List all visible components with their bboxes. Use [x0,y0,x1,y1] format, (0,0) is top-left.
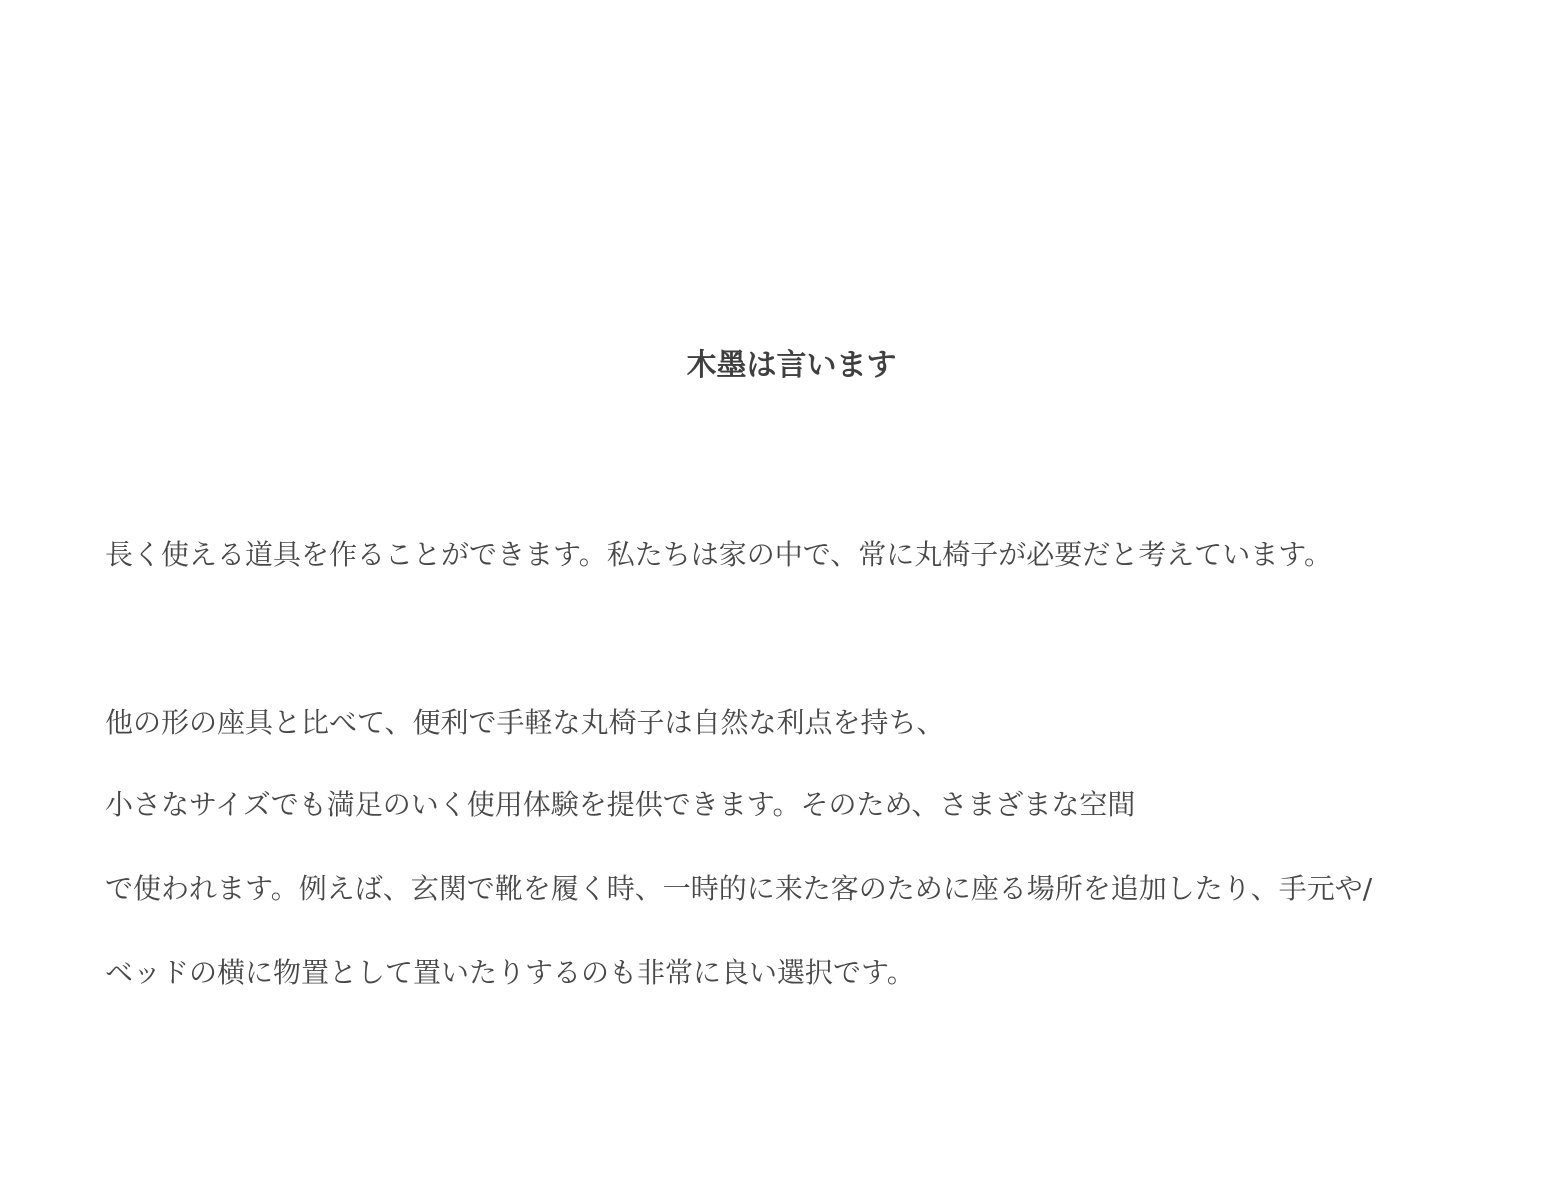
page-title: 木墨は言います [686,348,897,383]
paragraph-2-line-2: 小さなサイズでも満足のいく使用体験を提供できます。そのため、さまざまな空間 [105,788,1136,821]
paragraph-1: 長く使える道具を作ることができます。私たちは家の中で、常に丸椅子が必要だと考えています。 [105,538,1332,571]
paragraph-2-line-4: ベッドの横に物置として置いたりするのも非常に良い選択です。 [105,956,915,989]
paragraph-2-line-1: 他の形の座具と比べて、便利で手軽な丸椅子は自然な利点を持ち、 [105,706,945,739]
paragraph-2-line-3: で使われます。例えば、玄関で靴を履く時、一時的に来た客のために座る場所を追加したり、手元や/ [105,872,1373,905]
